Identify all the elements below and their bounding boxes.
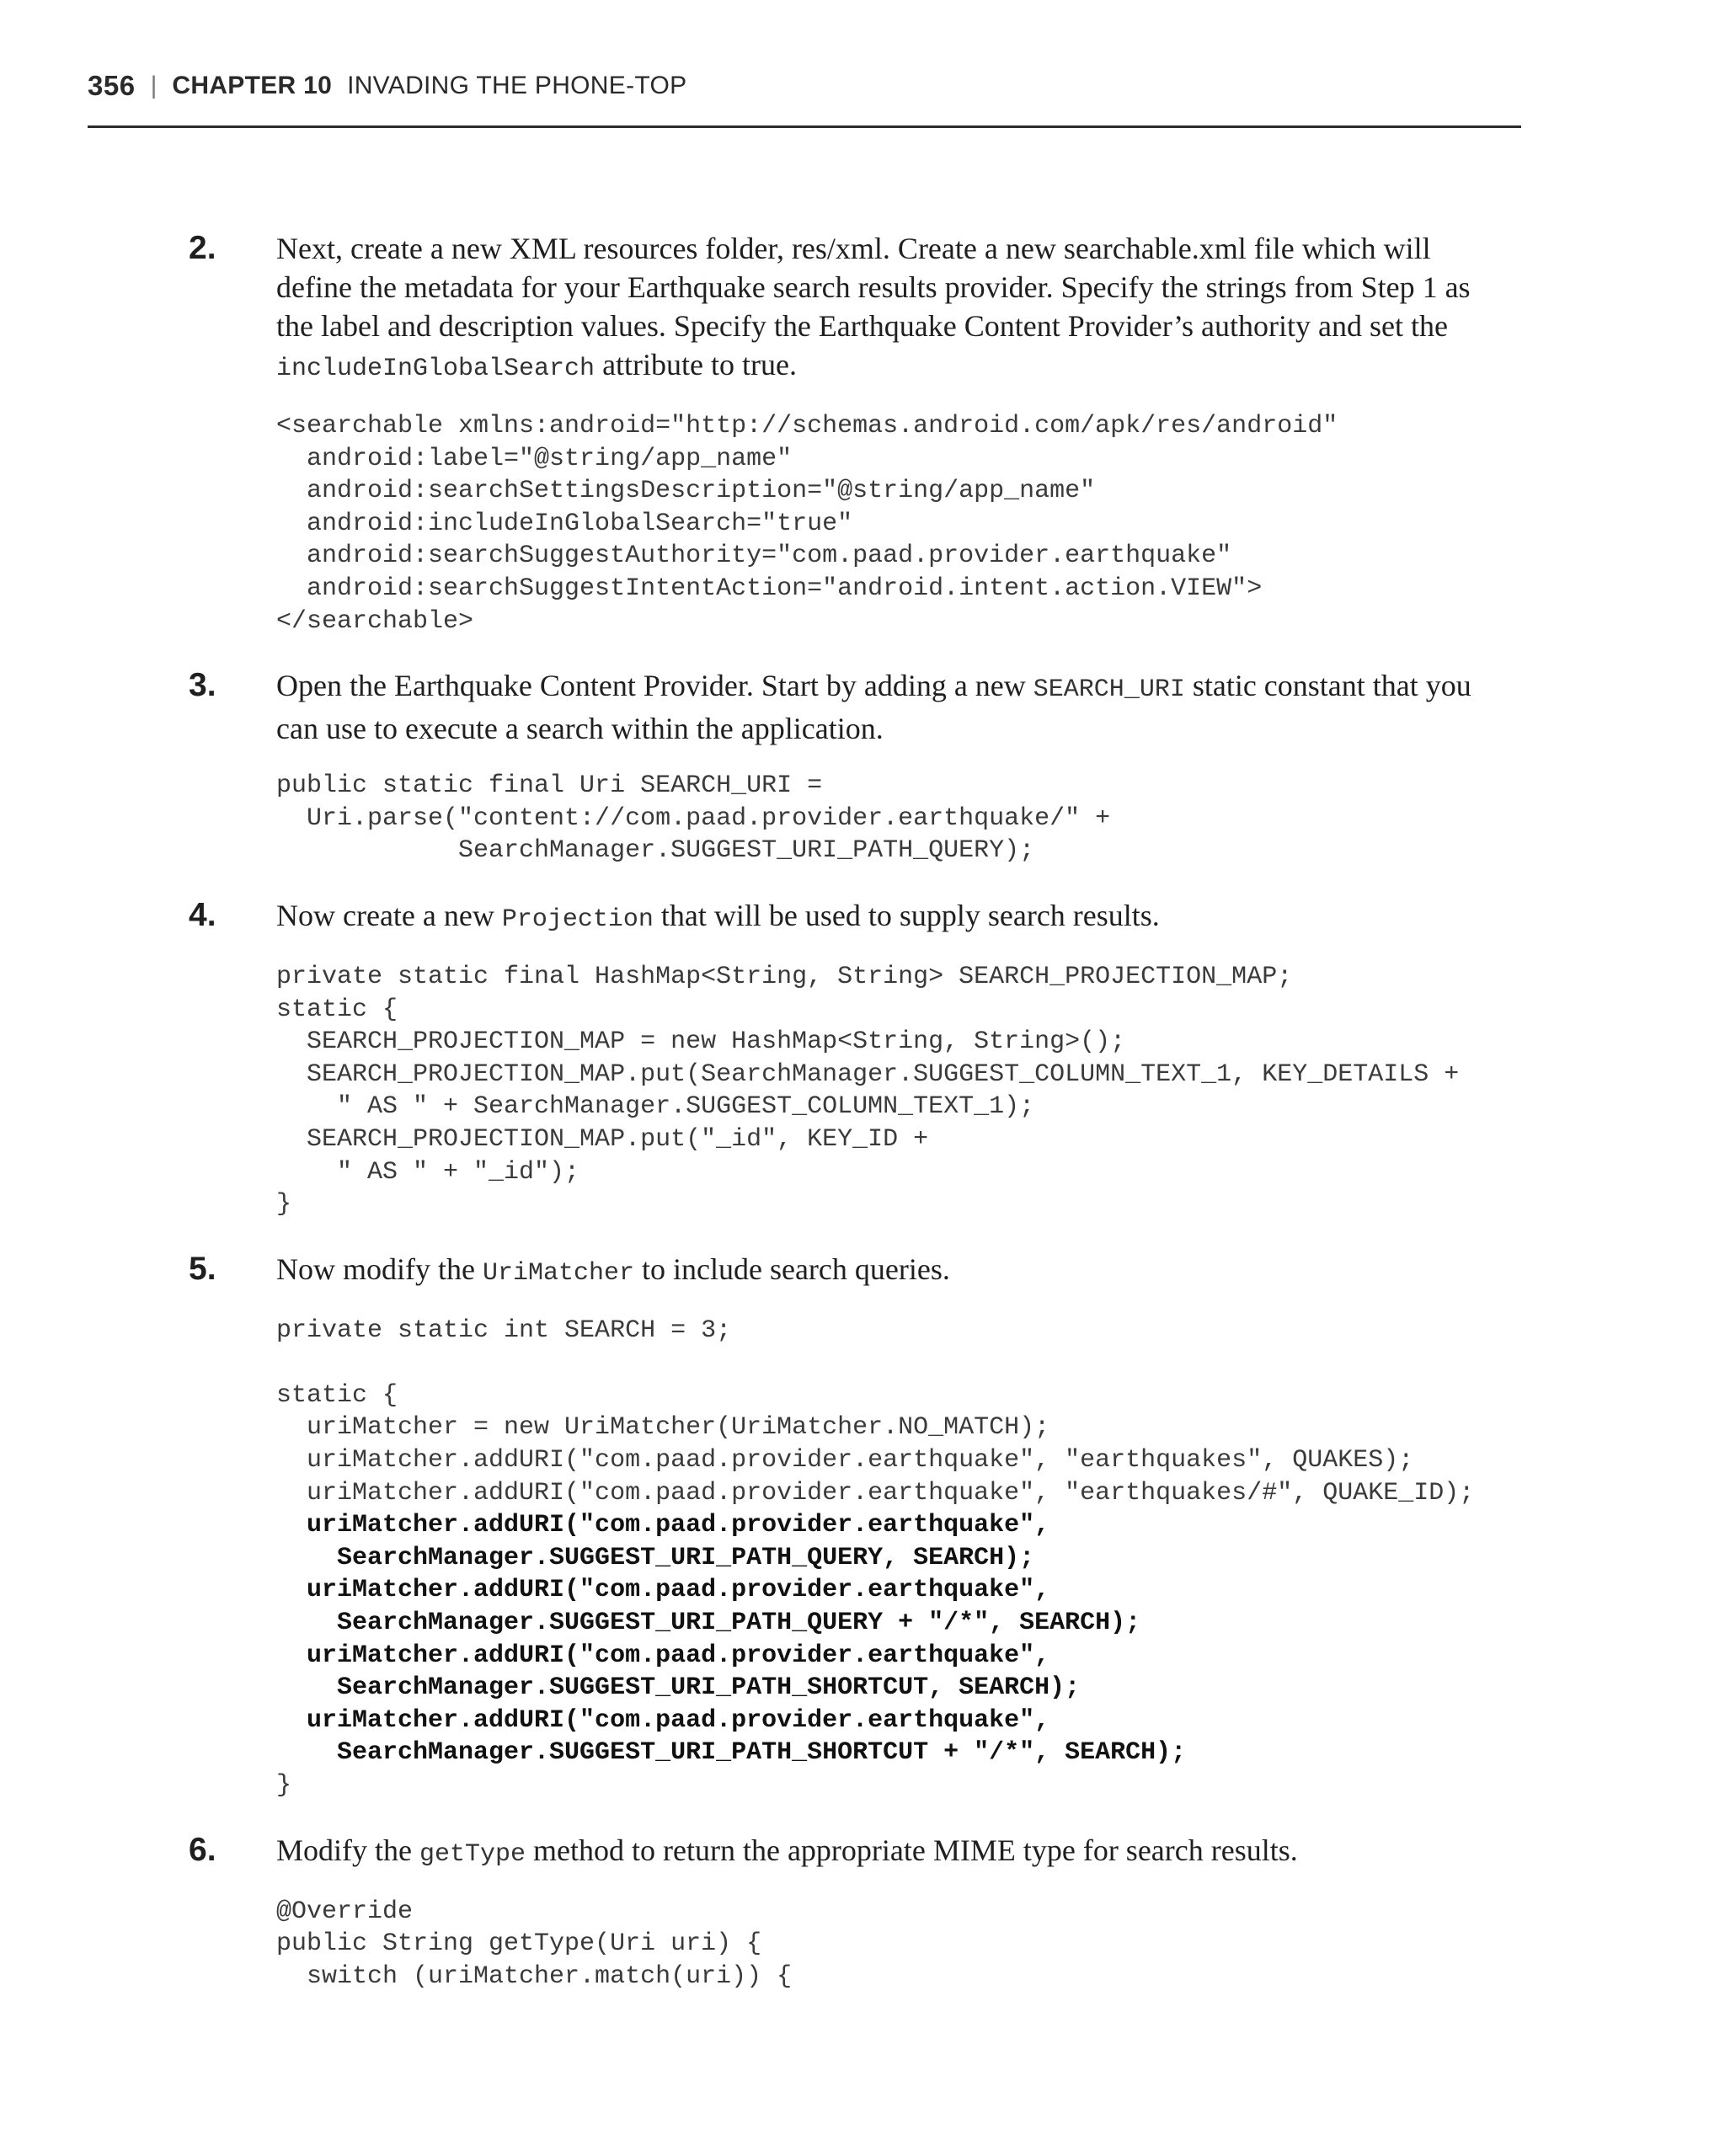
code-line: " AS " + SearchManager.SUGGEST_COLUMN_TEXT_1);	[276, 1092, 1035, 1122]
code-line: android:includeInGlobalSearch="true"	[276, 509, 853, 538]
code-line: android:searchSettingsDescription="@string/app_name"	[276, 477, 1096, 506]
paragraph-text: method to return the appropriate MIME type for search results.	[526, 1833, 1298, 1867]
code-line: }	[276, 1771, 292, 1800]
code-line: </searchable>	[276, 606, 474, 636]
inline-code: includeInGlobalSearch	[276, 355, 595, 383]
code-block	[276, 961, 1725, 1221]
paragraph-text: Modify the	[276, 1833, 419, 1867]
step-list	[0, 229, 1725, 2021]
paragraph-text: Next, create a new XML resources folder, res/xml. Create a new searchable.xml file which will define the metadata for your Earthquake search results provider. Specify the strings from Step 1 as the label and description values. Specify the Earthquake Content Provider’s authority and set the	[276, 232, 1471, 343]
paragraph-text: Now create a new	[276, 898, 502, 932]
step-number: 5.	[189, 1250, 216, 1287]
code-block	[276, 1896, 1725, 1993]
code-line: android:searchSuggestAuthority="com.paad.provider.earthquake"	[276, 542, 1232, 571]
code-line: @Override	[276, 1897, 414, 1926]
running-header	[88, 66, 686, 106]
code-line: public String getType(Uri uri) {	[276, 1929, 762, 1959]
step-paragraph	[276, 1831, 1510, 1874]
code-line: <searchable xmlns:android="http://schemas.android.com/apk/res/android"	[276, 412, 1338, 440]
step-item	[0, 1831, 1725, 1993]
paragraph-text: attribute to true.	[595, 348, 797, 382]
code-block	[276, 1315, 1725, 1802]
code-line: }	[276, 1190, 292, 1219]
paragraph-text: static constant that you can use to execute a search within the application.	[276, 669, 1471, 746]
code-line: SearchManager.SUGGEST_URI_PATH_QUERY, SEARCH);	[276, 1543, 1035, 1572]
paragraph-text: that will be used to supply search results.	[653, 898, 1160, 932]
code-line: SEARCH_PROJECTION_MAP.put("_id", KEY_ID +	[276, 1124, 929, 1154]
step-item	[0, 1250, 1725, 1802]
step-paragraph	[276, 229, 1510, 388]
code-line: " AS " + "_id");	[276, 1157, 580, 1187]
paragraph-text: Open the Earthquake Content Provider. Start by adding a new	[276, 669, 1033, 703]
code-line: SearchManager.SUGGEST_URI_PATH_SHORTCUT + "/*", SEARCH);	[276, 1738, 1187, 1768]
inline-code: SEARCH_URI	[1033, 675, 1185, 705]
code-line: uriMatcher.addURI("com.paad.provider.earthquake", "earthquakes", QUAKES);	[276, 1446, 1414, 1476]
step-item	[0, 896, 1725, 1221]
code-line	[276, 1347, 1725, 1380]
chapter-title: INVADING THE PHONE-TOP	[347, 72, 687, 99]
code-line: android:searchSuggestIntentAction="android.intent.action.VIEW">	[276, 574, 1263, 603]
inline-code: UriMatcher	[482, 1258, 634, 1288]
step-number: 3.	[189, 667, 216, 704]
code-line: uriMatcher.addURI("com.paad.provider.earthquake", "earthquakes/#", QUAKE_ID);	[276, 1478, 1475, 1508]
code-line: switch (uriMatcher.match(uri)) {	[276, 1961, 793, 1991]
code-line: static {	[276, 995, 398, 1024]
code-line: SearchManager.SUGGEST_URI_PATH_QUERY);	[276, 836, 1035, 866]
page-number: 356	[88, 70, 136, 101]
chapter-label: CHAPTER 10	[172, 72, 333, 99]
paragraph-text: to include search queries.	[634, 1251, 950, 1286]
code-line: uriMatcher.addURI("com.paad.provider.earthquake",	[276, 1576, 1050, 1605]
paragraph-text: Now modify the	[276, 1251, 483, 1286]
step-item	[0, 229, 1725, 638]
step-number: 2.	[189, 230, 216, 266]
header-separator: |	[150, 72, 158, 99]
code-line: static {	[276, 1380, 398, 1410]
inline-code: getType	[419, 1839, 526, 1869]
inline-code: Projection	[501, 905, 654, 934]
code-line: uriMatcher.addURI("com.paad.provider.earthquake",	[276, 1641, 1050, 1670]
code-line: uriMatcher = new UriMatcher(UriMatcher.NO_MATCH);	[276, 1413, 1050, 1443]
step-paragraph	[276, 666, 1510, 748]
step-paragraph	[276, 1250, 1510, 1293]
code-line: android:label="@string/app_name"	[276, 444, 793, 473]
code-line: uriMatcher.addURI("com.paad.provider.earthquake",	[276, 1511, 1050, 1540]
code-line: SEARCH_PROJECTION_MAP.put(SearchManager.SUGGEST_COLUMN_TEXT_1, KEY_DETAILS +	[276, 1059, 1460, 1089]
code-line: public static final Uri SEARCH_URI =	[276, 771, 823, 801]
step-paragraph	[276, 896, 1510, 939]
code-line: private static final HashMap<String, String> SEARCH_PROJECTION_MAP;	[276, 962, 1293, 991]
code-line: SearchManager.SUGGEST_URI_PATH_SHORTCUT, SEARCH);	[276, 1673, 1081, 1703]
step-number: 4.	[189, 896, 216, 933]
code-line: SearchManager.SUGGEST_URI_PATH_QUERY + "/*", SEARCH);	[276, 1609, 1141, 1638]
code-block	[276, 770, 1725, 867]
step-item	[0, 666, 1725, 867]
code-line: Uri.parse("content://com.paad.provider.earthquake/" +	[276, 803, 1111, 833]
code-line: uriMatcher.addURI("com.paad.provider.earthquake",	[276, 1705, 1050, 1735]
code-block	[276, 410, 1725, 638]
code-line: private static int SEARCH = 3;	[276, 1315, 732, 1345]
step-number: 6.	[189, 1831, 216, 1868]
header-rule	[88, 125, 1521, 128]
code-line: SEARCH_PROJECTION_MAP = new HashMap<String, String>();	[276, 1027, 1126, 1057]
